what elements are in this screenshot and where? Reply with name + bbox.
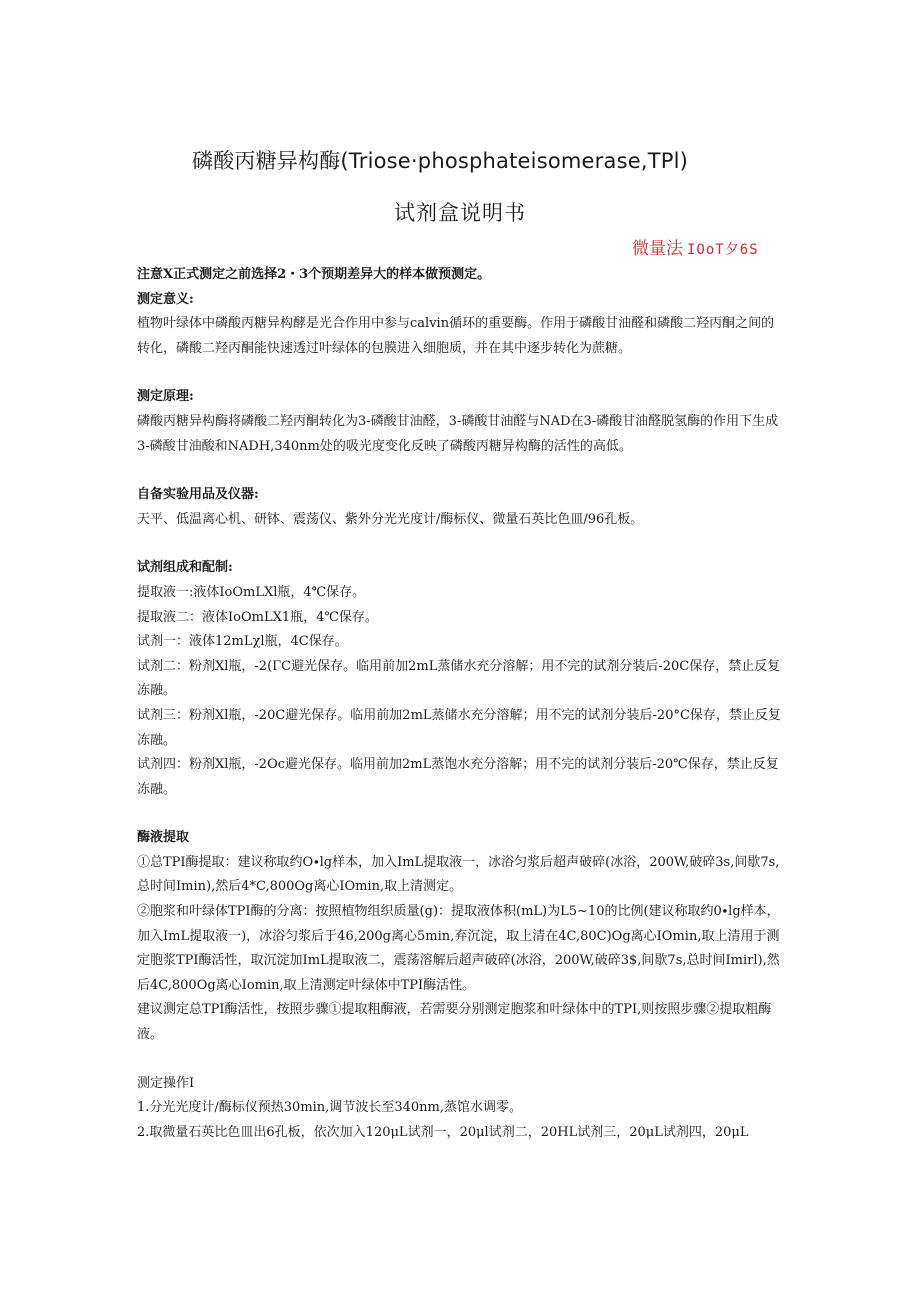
extraction-heading: 酶液提取	[137, 830, 190, 846]
operation-heading: 测定操作I	[137, 1075, 195, 1091]
extraction-paragraph: ①总TPI酶提取：建议称取约O∙lg样本，加入ImL提取液一，冰浴匀浆后超声破碎(冰浴，200W,破碎3s,间歇7s,总时间Imin),然后4*C,800Og离心IOmin,取上清测定。	[137, 854, 780, 895]
document-subtitle: 试剂盒说明书	[394, 201, 526, 225]
reagent-item: 试剂三：粉剂Xl瓶，-20C避光保存。临用前加2mL蒸储水充分溶解；用不完的试剂分装后-20°C保存，禁止反复冻融。	[137, 707, 781, 748]
reagent-item: 试剂一：液体12mLχl瓶，4C保存。	[137, 634, 348, 650]
equipment-body: 天平、低温离心机、研钵、震荡仪、紫外分光光度计/酶标仪、微量石英比色皿/96孔板。	[137, 511, 644, 527]
document-title: 磷酸丙糖异构酶(Triose·phosphateisomerase,TPl)	[192, 149, 689, 173]
method-code: IOoT夕6S	[687, 242, 759, 258]
document-body	[137, 263, 787, 1145]
reagents-heading: 试剂组成和配制:	[137, 560, 233, 576]
extraction-paragraph: 建议测定总TPI酶活性，按照步骤①提取粗酶液，若需要分别测定胞浆和叶绿体中的TPI,则按照步骤②提取粗酶液。	[137, 1002, 772, 1043]
reagent-item: 提取液一:液体IoOmLXl瓶，4℃保存。	[137, 584, 366, 600]
operation-step: 2.取微量石英比色皿出6孔板，依次加入120μL试剂一，20μl试剂二，20HL试剂三，20μL试剂四，20μL	[137, 1124, 749, 1140]
reagent-item: 提取液二：液体IoOmLX1瓶，4℃保存。	[137, 609, 378, 625]
significance-body: 植物叶绿体中磷酸丙糖异构酵是光合作用中参与calvin循环的重要酶。作用于磷酸甘油醛和磷酸二羟丙酮之间的转化，磷酸二羟丙酮能快速透过叶绿体的包膜进入细胞质，并在其中逐步转化为蔗糖。	[137, 316, 775, 356]
notice-text: 注意X正式测定之前选择2・3个预期差异大的样本做预测定。	[137, 267, 491, 282]
method-name: 微量法	[632, 239, 683, 259]
principle-heading: 测定原理:	[137, 389, 194, 405]
principle-body: 磷酸丙糖异构酶将磷酸二羟丙酮转化为3-磷酸甘油醛，3-磷酸甘油醛与NAD在3-磷酸甘油醛脱氢酶的作用下生成3-磷酸甘油酸和NADH,340nm处的吸光度变化反映了磷酸丙糖异构酶的活性的高低。	[137, 413, 779, 454]
significance-heading: 测定意义:	[137, 291, 194, 307]
method-label	[632, 234, 759, 259]
reagent-item: 试剂二：粉剂Xl瓶，-2(ΓC避光保存。临用前加2mL蒸储水充分溶解；用不完的试剂分装后-20C保存，禁止反复冻融。	[137, 658, 781, 699]
equipment-heading: 自备实验用品及仪器:	[137, 487, 259, 503]
reagent-item: 试剂四：粉剂Xl瓶，-2Oc避光保存。临用前加2mL蒸饱水充分溶解；用不完的试剂分装后-20℃保存，禁止反复冻融。	[137, 757, 779, 797]
extraction-paragraph: ②胞浆和叶绿体TPI酶的分离：按照植物组织质量(g)：提取液体积(mL)为L5~10的比例(建议称取约0∙lg样本，加入ImL提取液一)，冰浴匀浆后于46,200g离心5min,弃沉淀，取上清在4C,80C)Og离心IOmin,取上清用于测定胞浆TPI酶活性，取沉淀加ImL提取液二，震荡溶解后超声破碎(冰浴，200W,破碎3$,间歇7s,总时间Imirl),然后4C,800Og离心Iomin,取上清测定叶绿体中TPI酶活性。	[137, 904, 780, 993]
operation-step: 1.分光光度计/酶标仪预热30min,调节波长至340nm,蒸馆水调零。	[137, 1100, 522, 1116]
